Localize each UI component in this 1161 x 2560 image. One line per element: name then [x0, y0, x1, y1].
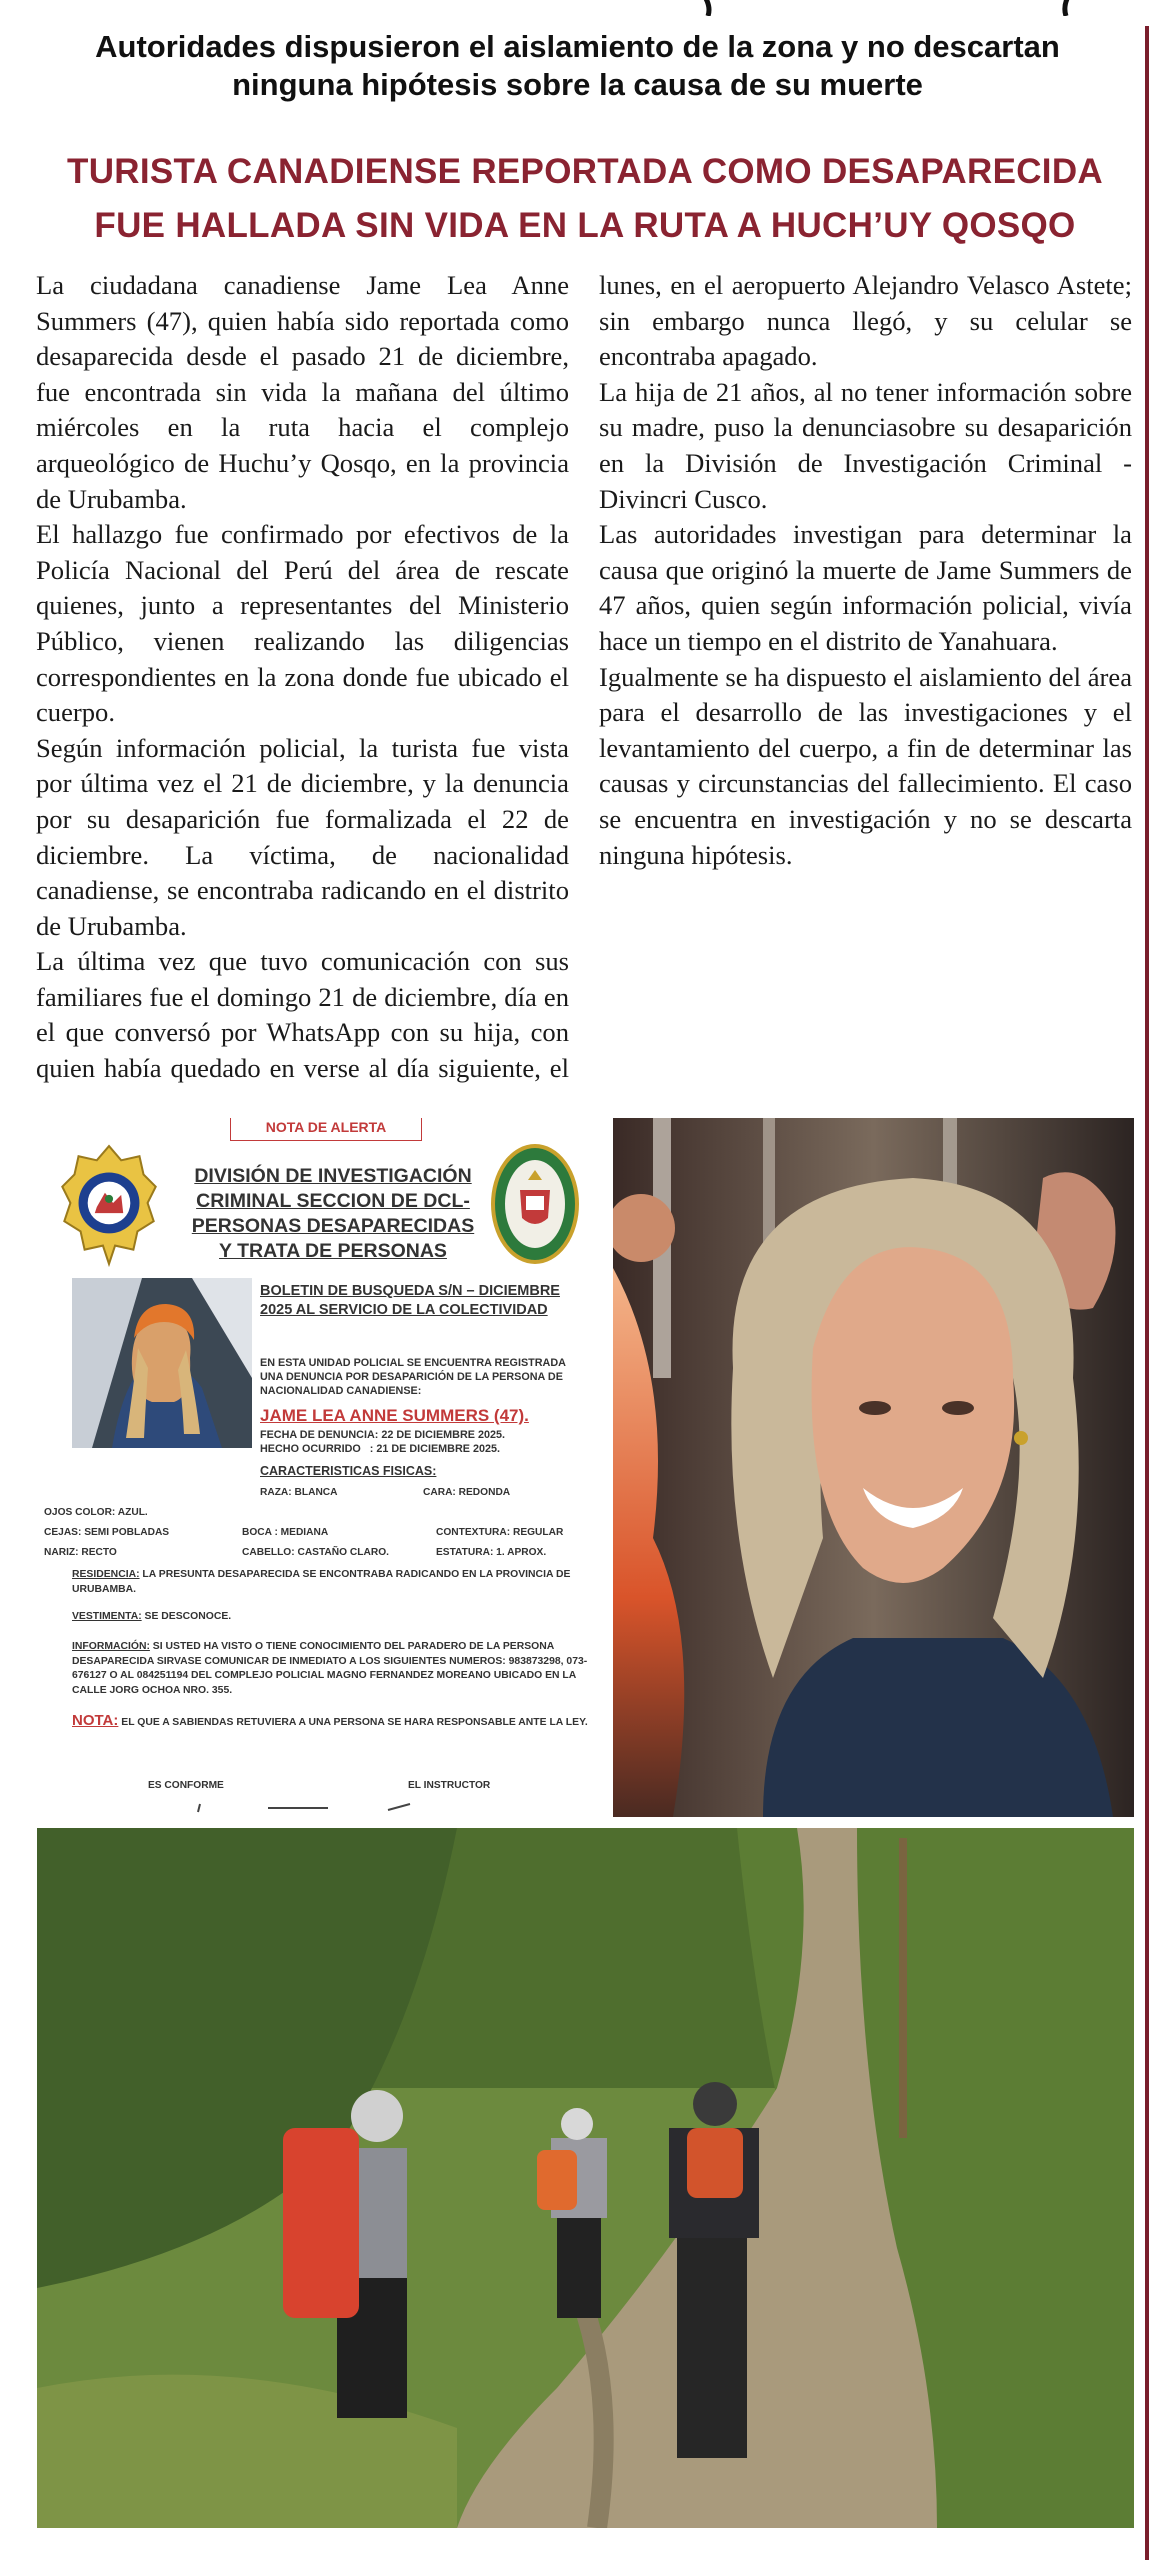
article-paragraph: Las autoridades investigan para determinar la causa que originó la muerte de Jame Summers de 47 años, quien según información policial, vivía hace un tiempo en el distrito de Yanahuara.	[599, 519, 1132, 656]
feature-height: ESTATURA: 1. APROX.	[436, 1547, 547, 1558]
bulletin-title: BOLETIN DE BUSQUEDA S/N – DICIEMBRE 2025 AL SERVICIO DE LA COLECTIVIDAD	[260, 1283, 560, 1318]
event-date: HECHO OCURRIDO : 21 DE DICIEMBRE 2025.	[260, 1443, 500, 1455]
feature-nose: NARIZ: RECTO	[44, 1547, 117, 1558]
case-dates	[260, 1428, 580, 1456]
division-seal-icon	[58, 1140, 160, 1272]
info-text: SI USTED HA VISTO O TIENE CONOCIMIENTO DEL PARADERO DE LA PERSONA DESAPARECIDA SIRVASE COMUNICAR DE INMEDIATO A LOS SIGUIENTES NUMEROS: 983873298, 073-676127 O AL 084251194 DEL COMPLEJO POLICIAL MAGNO FERNANDEZ MOREANO UBICADO EN LA CALLE JORG OCHOA NRO. 355.	[72, 1641, 588, 1696]
registration-text: EN ESTA UNIDAD POLICIAL SE ENCUENTRA REGISTRADA UNA DENUNCIA POR DESAPARICIÓN DE LA PERSONA DE NACIONALIDAD CANADIENSE:	[260, 1357, 566, 1397]
clothing-label: VESTIMENTA:	[72, 1611, 142, 1622]
article-kicker: Autoridades dispusieron el aislamiento de la zona y no descartan ninguna hipótesis sobre la causa de su muerte	[95, 29, 1060, 102]
missing-person-photo	[72, 1278, 252, 1448]
feature-build: CONTEXTURA: REGULAR	[436, 1527, 564, 1538]
article-paragraph: La ciudadana canadiense Jame Lea Anne Summers (47), quien había sido reportada como desaparecida desde el pasado 21 de diciembre, fue encontrada sin vida la mañana del último miércoles en la ruta hacia el complejo arqueológico de Huchu’y Qosqo, en la provincia de Urubamba.	[36, 270, 569, 514]
column-rule	[1145, 26, 1149, 2560]
note-label: NOTA:	[72, 1712, 119, 1729]
clothing-info	[72, 1610, 592, 1625]
article-headline: TURISTA CANADIENSE REPORTADA COMO DESAPARECIDA FUE HALLADA SIN VIDA EN LA RUTA A HUCH’UY QOSQO	[67, 152, 1103, 245]
features-title: CARACTERISTICAS FISICAS:	[260, 1464, 437, 1478]
rescue-team-photo	[37, 1828, 1134, 2528]
division-title: DIVISIÓN DE INVESTIGACIÓN CRIMINAL SECCION DE DCL- PERSONAS DESAPARECIDAS Y TRATA DE PERSONAS	[191, 1165, 475, 1262]
alert-tag: NOTA DE ALERTA	[230, 1118, 422, 1141]
feature-brows: CEJAS: SEMI POBLADAS	[44, 1527, 170, 1538]
complaint-date: FECHA DE DENUNCIA: 22 DE DICIEMBRE 2025.	[260, 1429, 505, 1441]
signature-instructor: EL INSTRUCTOR	[408, 1780, 491, 1791]
contact-info	[72, 1640, 592, 1698]
police-shield-icon	[488, 1140, 582, 1268]
article-paragraph: La última vez que tuvo comunicación con sus familiares fue el domingo 21 de diciembre, día en el que conversó por WhatsApp con su hija, con quien había quedado en verse al día siguiente, el lunes, en el aeropuerto Alejandro Velasco Astete; sin embargo nunca llegó, y su celular se encontraba apagado.	[36, 270, 1132, 1084]
residence-label: RESIDENCIA:	[72, 1569, 140, 1580]
article-paragraph: Igualmente se ha dispuesto el aislamiento del área para el desarrollo de las investigaciones y el levantamiento del cuerpo, a fin de determinar las causas y circunstancias del fallecimiento. El caso se encuentra en investigación y no se descarta ninguna hipótesis.	[599, 661, 1132, 870]
residence-text: LA PRESUNTA DESAPARECIDA SE ENCONTRABA RADICANDO EN LA PROVINCIA DE URUBAMBA.	[72, 1569, 571, 1595]
victim-portrait-photo	[613, 1118, 1134, 1817]
residence-info	[72, 1568, 592, 1597]
feature-race: RAZA: BLANCA	[260, 1487, 338, 1498]
feature-face: CARA: REDONDA	[423, 1487, 511, 1498]
article-body	[36, 268, 1132, 1098]
feature-eyes: OJOS COLOR: AZUL.	[44, 1507, 148, 1518]
missing-person-name: JAME LEA ANNE SUMMERS (47).	[260, 1406, 529, 1425]
header-decoration	[0, 0, 1161, 16]
feature-hair: CABELLO: CASTAÑO CLARO.	[242, 1547, 389, 1558]
article-paragraph: La hija de 21 años, al no tener información sobre su madre, puso la denunciasobre su desaparición en la División de Investigación Criminal - Divincri Cusco.	[599, 376, 1132, 514]
rescuer-right	[669, 2082, 759, 2458]
feature-mouth: BOCA : MEDIANA	[242, 1527, 329, 1538]
signature-conforme: ES CONFORME	[148, 1780, 224, 1791]
article-paragraph: El hallazgo fue confirmado por efectivos de la Policía Nacional del Perú del área de rescate quienes, junto a representantes del Ministerio Público, vienen realizando las diligencias correspondientes en la zona donde fue ubicado el cuerpo.	[36, 519, 569, 728]
article-paragraph: Según información policial, la turista fue vista por última vez el 21 de diciembre, y la denuncia por su desaparición fue formalizada el 22 de diciembre. La víctima, de nacionalidad canadiense, se encontraba radicando en el distrito de Urubamba.	[36, 732, 569, 941]
info-label: INFORMACIÓN:	[72, 1641, 150, 1652]
legal-note	[72, 1714, 592, 1731]
note-text: EL QUE A SABIENDAS RETUVIERA A UNA PERSONA SE HARA RESPONSABLE ANTE LA LEY.	[118, 1717, 588, 1728]
signature-strokes	[188, 1802, 448, 1814]
alert-poster	[38, 1112, 605, 1820]
clothing-text: SE DESCONOCE.	[141, 1611, 232, 1622]
